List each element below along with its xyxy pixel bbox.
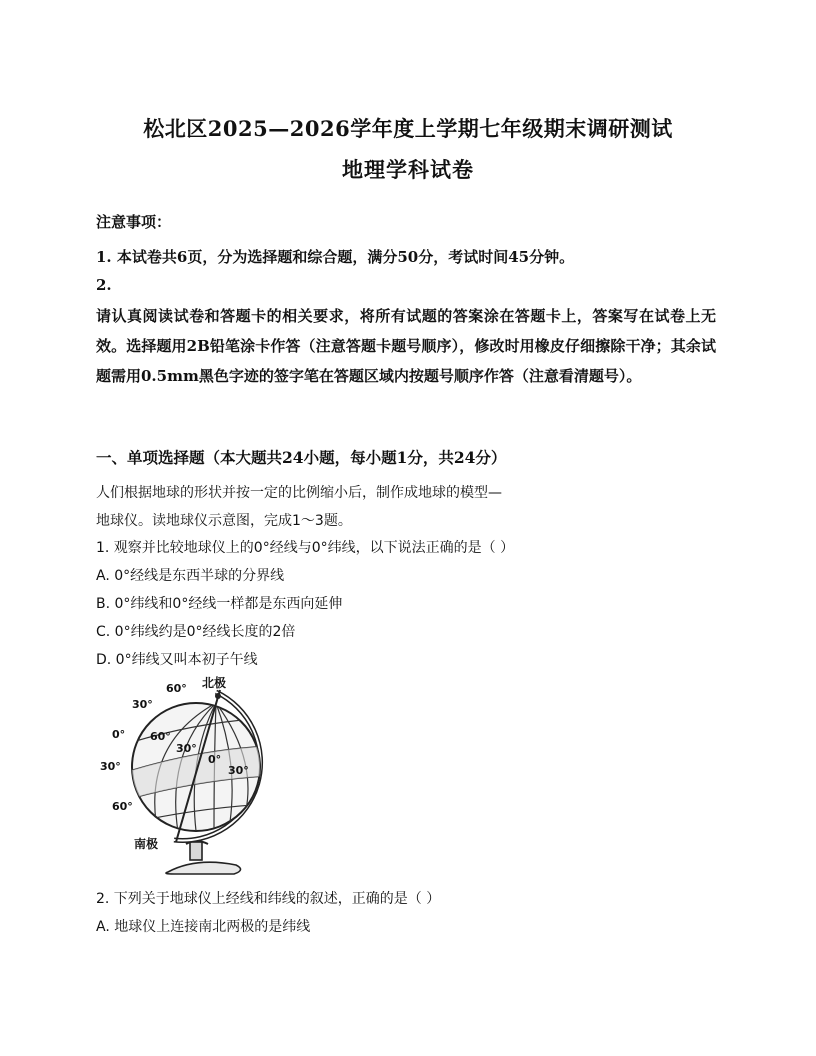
question-1-stem: 1. 观察并比较地球仪上的0°经线与0°纬线，以下说法正确的是（ ） <box>96 540 515 556</box>
lat-30-top-label: 30° <box>132 698 153 711</box>
intro-line-2: 地球仪。读地球仪示意图，完成1～3题。 <box>96 513 352 529</box>
exam-subtitle: 地理学科试卷 <box>342 157 474 182</box>
intro-line-1: 人们根据地球的形状并按一定的比例缩小后，制作成地球的模型— <box>96 485 502 501</box>
question-2-stem: 2. 下列关于地球仪上经线和纬线的叙述，正确的是（ ） <box>96 891 441 907</box>
lat-0-label: 0° <box>112 728 126 741</box>
question-2-option-a: A. 地球仪上连接南北两极的是纬线 <box>96 919 311 935</box>
notes-item-2-text: 请认真阅读试卷和答题卡的相关要求，将所有试题的答案涂在答题卡上，答案写在试卷上无效。选择题用2B铅笔涂卡作答（注意答题卡题号顺序），修改时用橡皮仔细擦除干净；其余试题需用0.5mm黑色字迹的签字笔在答题区域内按题号顺序作答（注意看清题号）。 <box>96 307 716 385</box>
lon-30-label-b: 30° <box>228 764 249 777</box>
lat-60-top-label: 60° <box>166 682 187 695</box>
notes-heading: 注意事项： <box>96 213 172 231</box>
question-1-option-d: D. 0°纬线又叫本初子午线 <box>96 652 258 668</box>
lon-0-label: 0° <box>208 753 222 766</box>
lon-60-label: 60° <box>150 730 171 743</box>
notes-item-2-number: 2. <box>96 276 112 294</box>
lat-30-left-label: 30° <box>100 760 121 773</box>
globe-diagram <box>96 672 281 875</box>
exam-title: 松北区2025—2026学年度上学期七年级期末调研测试 <box>143 116 673 141</box>
north-pole-label: 北极 <box>202 676 227 690</box>
lat-60-bottom-label: 60° <box>112 800 133 813</box>
south-pole-label: 南极 <box>134 837 159 851</box>
question-1-option-c: C. 0°纬线约是0°经线长度的2倍 <box>96 624 296 640</box>
section-heading: 一、单项选择题（本大题共24小题，每小题1分，共24分） <box>96 448 507 467</box>
question-1-option-a: A. 0°经线是东西半球的分界线 <box>96 568 285 584</box>
question-1-option-b: B. 0°纬线和0°经线一样都是东西向延伸 <box>96 596 343 612</box>
notes-item-1: 1. 本试卷共6页，分为选择题和综合题，满分50分，考试时间45分钟。 <box>96 248 575 266</box>
lon-30-label-a: 30° <box>176 742 197 755</box>
